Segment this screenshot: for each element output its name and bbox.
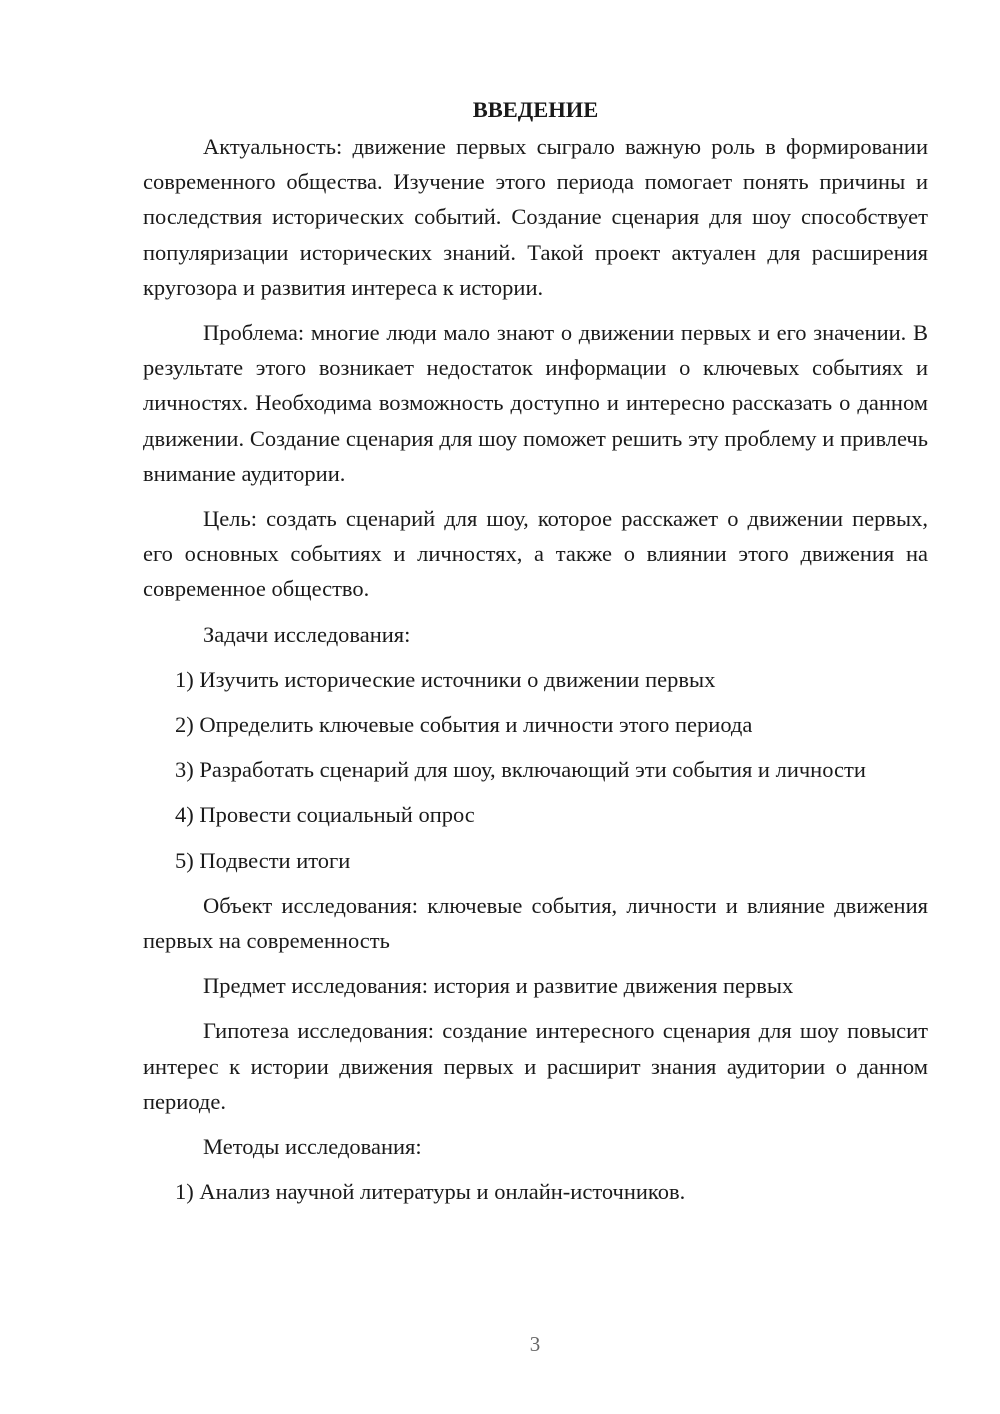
method-item-1: 1) Анализ научной литературы и онлайн-источников. xyxy=(175,1179,686,1205)
document-page xyxy=(143,92,928,1219)
task-item-3: 3) Разработать сценарий для шоу, включающий эти события и личности xyxy=(175,757,866,783)
relevance-paragraph: Актуальность: движение первых сыграло важную роль в формировании современного общества. Изучение этого периода помогает понять причины и последствия исторических событий. Создание сценария для шоу способствует популяризации исторических знаний. Такой проект актуален для расширения кругозора и развития интереса к истории. xyxy=(143,134,928,300)
section-title: ВВЕДЕНИЕ xyxy=(472,97,599,122)
problem-paragraph: Проблема: многие люди мало знают о движении первых и его значении. В результате этого возникает недостаток информации о ключевых событиях и личностях. Необходима возможность доступно и интересно рассказать о данном движении. Создание сценария для шоу поможет решить эту проблему и привлечь внимание аудитории. xyxy=(143,320,928,486)
tasks-heading: Задачи исследования: xyxy=(203,621,411,647)
goal-paragraph: Цель: создать сценарий для шоу, которое расскажет о движении первых, его основных событиях и личностях, а также о влиянии этого движения на современное общество. xyxy=(143,506,928,602)
page-number: 3 xyxy=(529,1332,541,1356)
object-paragraph: Объект исследования: ключевые события, личности и влияние движения первых на современность xyxy=(143,892,928,954)
task-item-2: 2) Определить ключевые события и личности этого периода xyxy=(175,712,753,738)
subject-paragraph: Предмет исследования: история и развитие движения первых xyxy=(203,973,794,999)
task-item-5: 5) Подвести итоги xyxy=(175,847,351,873)
task-item-1: 1) Изучить исторические источники о движении первых xyxy=(175,666,716,692)
hypothesis-paragraph: Гипотеза исследования: создание интересного сценария для шоу повысит интерес к истории движения первых и расширит знания аудитории о данном периоде. xyxy=(143,1018,928,1114)
task-item-4: 4) Провести социальный опрос xyxy=(175,802,475,828)
methods-heading: Методы исследования: xyxy=(203,1134,422,1160)
